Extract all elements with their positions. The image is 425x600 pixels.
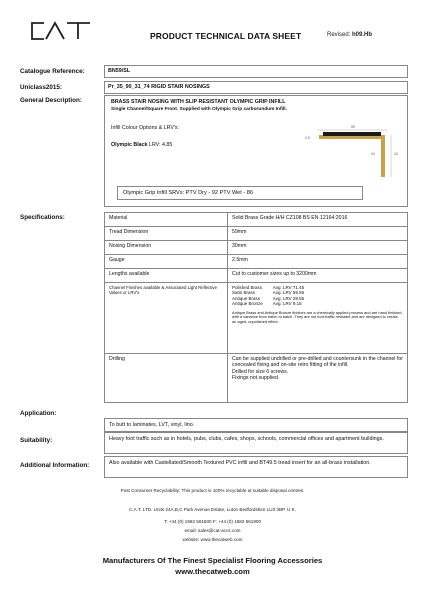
drilling-name: Drilling (109, 356, 125, 362)
revised-date (327, 32, 372, 38)
suitability-label: Suitability: (20, 437, 53, 444)
application-label: Application: (20, 410, 57, 417)
document-title: PRODUCT TECHNICAL DATA SHEET (150, 31, 302, 41)
company-website: website: www.thecatweb.com (182, 537, 243, 542)
general-description-box (104, 95, 408, 207)
finishes-list (232, 285, 304, 307)
colour-lrv: LRV: 4.85 (149, 142, 173, 148)
spec-row (105, 227, 408, 241)
uniclass-label: Uniclass2015: (20, 84, 63, 91)
revised-label: Revised: (327, 32, 351, 38)
finish-name: Polished Brass (232, 285, 263, 290)
spec-row (105, 255, 408, 269)
colour-options-label: Infill Colour Options & LRV's: (111, 125, 180, 131)
brand-tagline: Manufacturers Of The Finest Specialist Flooring Accessories (102, 556, 323, 565)
catalogue-label: Catalogue Reference: (20, 68, 85, 75)
uniclass-value: Pr_35_90_31_74 RIGID STAIR NOSINGS (104, 81, 408, 94)
finish-name: Satin Brass (232, 290, 256, 296)
general-title: BRASS STAIR NOSING WITH SLIP RESISTANT OLYMPIC GRIP INFILL (111, 99, 286, 105)
brand-url[interactable]: www.thecatweb.com (175, 567, 250, 576)
spec-name: Tread Dimension (105, 227, 228, 241)
finishes-name: Channel Finishes available & Associated Light Reflective Values or LRV's (109, 285, 217, 296)
suitability-value: Heavy foot traffic such as in hotels, pubs, clubs, cafes, shops, schools, commercial offices and apartment buildings. (104, 432, 408, 454)
spec-name: Lengths available (105, 269, 228, 283)
company-address: C.A.T. LTD. Units 24A,B,C Park Avenue Estate, Luton Bedfordshire LU3 3BP. U.K. (129, 507, 296, 512)
finish-name: Antique Brass (232, 295, 261, 301)
additional-label: Additional Information: (20, 462, 90, 469)
specifications-label: Specifications: (20, 214, 65, 221)
dim-gauge: 2.5 (305, 136, 310, 140)
dim-channel: 24 (371, 152, 375, 156)
company-email: email: sales@cat-accs.com (184, 528, 241, 533)
finish-lrv: Avg. LRV 71.45 (272, 285, 305, 290)
colour-option (111, 142, 172, 148)
drilling-text: Can be supplied undrilled or pre-drilled and countersunk in the channel for concealed fixing and on-site retro fitting of the infill. (232, 356, 403, 369)
cat-logo (30, 20, 92, 42)
dim-nosing: 10 (394, 152, 398, 156)
dim-tread: 59 (351, 125, 355, 129)
colour-name: Olympic Black (111, 142, 148, 148)
finishes-note: Antique Brass and Antique Bronze finishes are a chemically applied process and are hand finished with a variance from batch to batch. They are not foot-traffic resistant and are designed to create an aged, unpolished effect. (232, 309, 402, 325)
spec-row (105, 269, 408, 283)
spec-value: Cut to customer sizes up to 3200mm (228, 269, 408, 283)
spec-value: 2.5mm (228, 255, 408, 269)
catalogue-value: BN59/SL (104, 65, 408, 78)
finish-lrv: Avg. LRV 59.55 (272, 290, 305, 296)
drilling-fixings: Fixings not supplied. (232, 375, 280, 382)
spec-value: Solid Brass Grade H/H CZ108 BS EN 12164:2016 (228, 213, 408, 227)
recyclability-note: Post Consumer Recyclability: This product is 100% recyclable at suitable disposal centres. (120, 488, 305, 493)
spec-name: Material (105, 213, 228, 227)
finish-row (232, 301, 304, 306)
general-label: General Description: (20, 97, 82, 104)
spec-value: 59mm (228, 227, 408, 241)
application-value: To butt to laminates, LVT, vinyl, lino. (104, 418, 408, 432)
spec-value: 30mm (228, 241, 408, 255)
finish-lrv: Avg. LRV 9.15 (272, 301, 302, 307)
finish-name: Antique Bronze (232, 301, 263, 307)
revised-value: h09.Hb (352, 32, 373, 38)
finishes-row (105, 283, 408, 354)
drilling-row (105, 354, 408, 403)
spec-row (105, 213, 408, 227)
additional-value: Also available with Castellated/Smooth Textured PVC infill and BT49.5 tread insert for an all-brass installation. (104, 456, 408, 478)
finish-lrv: Avg. LRV 29.55 (272, 295, 305, 301)
general-subtitle: Single Channel/Square Front. Supplied with Olympic Grip carborundum Infill. (111, 107, 287, 112)
company-phone: T: +44 (0) 1582 561500 F: +44 (0) 1582 561900 (163, 519, 262, 524)
drilling-size: Drilled for size 6 screws. (232, 368, 289, 375)
specifications-table (104, 212, 408, 403)
spec-name: Nosing Dimension (105, 241, 228, 255)
spec-row (105, 241, 408, 255)
srv-box: Olympic Grip Infill SRVs: PTV Dry - 92 PTV Wet - 86 (117, 186, 363, 200)
nosing-profile-diagram (305, 122, 403, 184)
spec-name: Gauge (105, 255, 228, 269)
